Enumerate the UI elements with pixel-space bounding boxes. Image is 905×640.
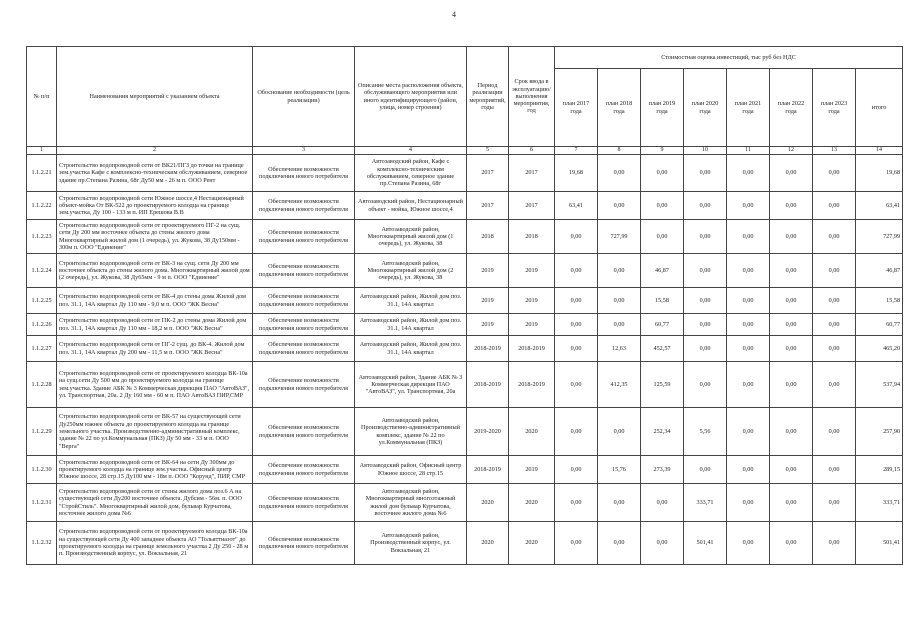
row-year-value: 0,00 xyxy=(813,522,856,565)
header-year: итого xyxy=(856,69,903,147)
row-total: 537,94 xyxy=(856,362,903,408)
row-year-value: 0,00 xyxy=(770,155,813,192)
row-place: Автозаводский район, Офисный центр Южное шоссе, 28 стр.15 xyxy=(355,456,467,484)
row-period: 2018 xyxy=(467,220,509,254)
row-year-value: 0,00 xyxy=(555,456,598,484)
row-number: 1.1.2.32 xyxy=(27,522,57,565)
row-year-value: 0,00 xyxy=(813,408,856,456)
header-place: Описание места расположения объекта, обслуживающего мероприятия или иного идентифицирующего (район, улица, номер строения) xyxy=(355,47,467,147)
row-year-value: 0,00 xyxy=(555,288,598,314)
investment-table xyxy=(26,46,903,565)
header-cost-group: Стоимостная оценка инвестиций, тыс руб без НДС xyxy=(555,47,903,69)
row-need: Обеспечение возможности подключения нового потребителя xyxy=(253,155,355,192)
column-number: 11 xyxy=(727,147,770,155)
row-name: Строительство водопроводной сети от проектируемого колодца ВК-10а на существующей сети Ду 400 западнее объекта АО "Тольяттиазот" до проектируемого колодца на границе земельного участка 2 Ду 250 - 28 м п. Производственный корпус, ул. Вокзальная, 21 xyxy=(57,522,253,565)
row-year-value: 0,00 xyxy=(555,220,598,254)
row-year-value: 0,00 xyxy=(813,484,856,522)
row-period: 2018-2019 xyxy=(467,456,509,484)
row-need: Обеспечение возможности подключения нового потребителя xyxy=(253,522,355,565)
row-year-value: 0,00 xyxy=(727,192,770,220)
row-year-value: 0,00 xyxy=(555,484,598,522)
row-year-value: 0,00 xyxy=(770,456,813,484)
row-need: Обеспечение возможности подключения нового потребителя xyxy=(253,288,355,314)
row-year-value: 0,00 xyxy=(684,254,727,288)
column-number: 13 xyxy=(813,147,856,155)
row-year-value: 0,00 xyxy=(813,192,856,220)
row-year-value: 0,00 xyxy=(555,314,598,336)
row-period: 2018-2019 xyxy=(467,362,509,408)
row-period: 2019 xyxy=(467,254,509,288)
row-place: Автозаводский район, Жилой дом поз. 31.1, 14А квартал xyxy=(355,336,467,362)
row-period: 2019-2020 xyxy=(467,408,509,456)
column-number: 3 xyxy=(253,147,355,155)
row-year-value: 0,00 xyxy=(641,522,684,565)
row-year-value: 0,00 xyxy=(641,192,684,220)
row-period: 2017 xyxy=(467,155,509,192)
row-period: 2019 xyxy=(467,314,509,336)
column-number: 14 xyxy=(856,147,903,155)
row-year-value: 0,00 xyxy=(598,522,641,565)
row-name: Строительство водопроводной сети от ВК-4 до стены дома Жилой дом поз. 31.1, 14А квартал Ду 110 мм - 9,0 м п. ООО "ЖК Весна" xyxy=(57,288,253,314)
row-period: 2020 xyxy=(467,484,509,522)
row-number: 1.1.2.30 xyxy=(27,456,57,484)
row-year-value: 46,87 xyxy=(641,254,684,288)
row-year-value: 0,00 xyxy=(727,288,770,314)
header-year: план 2023 года xyxy=(813,69,856,147)
row-need: Обеспечение возможности подключения нового потребителя xyxy=(253,408,355,456)
column-number: 1 xyxy=(27,147,57,155)
row-year-value: 0,00 xyxy=(684,336,727,362)
table-row xyxy=(27,456,903,484)
table-row xyxy=(27,254,903,288)
row-year-value: 0,00 xyxy=(598,254,641,288)
row-year-value: 0,00 xyxy=(598,314,641,336)
row-total: 333,71 xyxy=(856,484,903,522)
row-year-value: 452,57 xyxy=(641,336,684,362)
row-year-value: 273,39 xyxy=(641,456,684,484)
row-place: Автозаводский район, Здание АБК № 3 Коммерческая дирекция ПАО "АвтоВАЗ", ул. Транспортная, 20а xyxy=(355,362,467,408)
row-place: Автозаводский район, Многоквартирный многоэтажный жилой дом бульвар Курчатова, восточнее жилого дома №6 xyxy=(355,484,467,522)
row-commission: 2018-2019 xyxy=(509,362,555,408)
row-total: 501,41 xyxy=(856,522,903,565)
row-year-value: 0,00 xyxy=(598,155,641,192)
row-year-value: 0,00 xyxy=(598,408,641,456)
row-total: 60,77 xyxy=(856,314,903,336)
row-year-value: 0,00 xyxy=(727,484,770,522)
row-year-value: 0,00 xyxy=(555,254,598,288)
row-total: 46,87 xyxy=(856,254,903,288)
row-year-value: 5,56 xyxy=(684,408,727,456)
row-total: 257,90 xyxy=(856,408,903,456)
table-row xyxy=(27,288,903,314)
header-year: план 2017 года xyxy=(555,69,598,147)
row-year-value: 252,34 xyxy=(641,408,684,456)
row-number: 1.1.2.26 xyxy=(27,314,57,336)
table-row xyxy=(27,484,903,522)
row-period: 2019 xyxy=(467,288,509,314)
header-year: план 2018 года xyxy=(598,69,641,147)
row-place: Автозаводский район, Кафе с комплексно-техническим обслуживанием, северное здание пр.Степана Разина, 68г xyxy=(355,155,467,192)
column-number: 7 xyxy=(555,147,598,155)
row-year-value: 0,00 xyxy=(727,522,770,565)
header-year: план 2019 года xyxy=(641,69,684,147)
row-place: Автозаводский район, Производственно-административный комплекс, здание № 22 по ул.Коммунальная (ПКЗ) xyxy=(355,408,467,456)
row-number: 1.1.2.27 xyxy=(27,336,57,362)
row-year-value: 0,00 xyxy=(727,362,770,408)
row-year-value: 0,00 xyxy=(641,220,684,254)
row-year-value: 19,68 xyxy=(555,155,598,192)
row-year-value: 0,00 xyxy=(813,362,856,408)
row-place: Автозаводский район, Жилой дом поз. 31.1, 14А квартал xyxy=(355,288,467,314)
row-year-value: 0,00 xyxy=(684,314,727,336)
header-no: № п/п xyxy=(27,47,57,147)
row-name: Строительство водопроводной сети от проектируемого колодца ВК-10а на сущ.сети Ду 500 мм до проектируемого колодца на границе зем.участка. Здание АБК № 3 Коммерческая дирекция ПАО "АвтоВАЗ", ул. Транспортная, 20а. 2 Ду 160 мм - 60 м п. ПАО АвтоВАЗ ПИР,СМР xyxy=(57,362,253,408)
row-name: Строительство водопроводной сети от стены жилого дома поз.6 А на существующей сети Ду200 восточнее объекта. Дубсим - 56м. п. ООО "СтройСтиль". Многоквартирный жилой дом, бульвар Курчатова, восточнее жилого дома №6 xyxy=(57,484,253,522)
row-place: Автозаводский район, Многоквартирный жилой дом (2 очередь), ул. Жукова, 38 xyxy=(355,254,467,288)
row-year-value: 0,00 xyxy=(813,314,856,336)
row-year-value: 0,00 xyxy=(641,155,684,192)
row-number: 1.1.2.31 xyxy=(27,484,57,522)
row-need: Обеспечение возможности подключения нового потребителя xyxy=(253,484,355,522)
row-commission: 2019 xyxy=(509,288,555,314)
row-year-value: 63,41 xyxy=(555,192,598,220)
row-need: Обеспечение возможности подключения нового потребителя xyxy=(253,314,355,336)
row-year-value: 0,00 xyxy=(598,288,641,314)
column-number: 6 xyxy=(509,147,555,155)
row-number: 1.1.2.29 xyxy=(27,408,57,456)
row-year-value: 0,00 xyxy=(813,456,856,484)
column-number: 12 xyxy=(770,147,813,155)
row-year-value: 0,00 xyxy=(770,336,813,362)
column-number: 10 xyxy=(684,147,727,155)
row-commission: 2018 xyxy=(509,220,555,254)
row-need: Обеспечение возможности подключения нового потребителя xyxy=(253,362,355,408)
row-place: Автозаводский район, Производственный корпус, ул. Вокзальная, 21 xyxy=(355,522,467,565)
row-year-value: 0,00 xyxy=(813,336,856,362)
row-commission: 2019 xyxy=(509,456,555,484)
row-year-value: 0,00 xyxy=(598,484,641,522)
row-year-value: 0,00 xyxy=(727,456,770,484)
table-row xyxy=(27,336,903,362)
column-number: 9 xyxy=(641,147,684,155)
row-year-value: 0,00 xyxy=(813,254,856,288)
row-place: Автозаводский район, Нестационарный объект - мойка, Южное шоссе,4 xyxy=(355,192,467,220)
header-year: план 2021 года xyxy=(727,69,770,147)
row-year-value: 0,00 xyxy=(641,484,684,522)
row-year-value: 0,00 xyxy=(770,192,813,220)
column-number: 5 xyxy=(467,147,509,155)
row-name: Строительство водопроводной сети от проектируемого ПГ-2 на сущ. сети Ду 200 мм восточнее объекта до стены жилого дома Многоквартирный жилой дом (1 очередь), ул. Жукова, 38 Ду150мм - 300м п. ООО "Единение" xyxy=(57,220,253,254)
table-row xyxy=(27,522,903,565)
row-year-value: 12,63 xyxy=(598,336,641,362)
row-total: 19,68 xyxy=(856,155,903,192)
row-name: Строительство водопроводной сети от ПК-2 до стены дома Жилой дом поз. 31.1, 14А квартал Ду 110 мм - 18,2 м п. ООО "ЖК Весна" xyxy=(57,314,253,336)
table-row xyxy=(27,314,903,336)
row-year-value: 60,77 xyxy=(641,314,684,336)
header-year: план 2020 года xyxy=(684,69,727,147)
row-year-value: 727,99 xyxy=(598,220,641,254)
table-row xyxy=(27,220,903,254)
row-year-value: 0,00 xyxy=(555,408,598,456)
row-year-value: 125,59 xyxy=(641,362,684,408)
table-row xyxy=(27,192,903,220)
row-commission: 2017 xyxy=(509,192,555,220)
row-need: Обеспечение возможности подключения нового потребителя xyxy=(253,456,355,484)
row-total: 63,41 xyxy=(856,192,903,220)
row-year-value: 333,71 xyxy=(684,484,727,522)
row-name: Строительство водопроводной сети Южное шоссе,4 Нестационарный объект-мойка От ВК-522 до проектируемого колодца на границе зем.участка, Ду 100 - 133 м п. ИП Ерешова В.В xyxy=(57,192,253,220)
row-total: 727,99 xyxy=(856,220,903,254)
row-year-value: 501,41 xyxy=(684,522,727,565)
row-year-value: 0,00 xyxy=(770,362,813,408)
row-commission: 2018-2019 xyxy=(509,336,555,362)
row-year-value: 0,00 xyxy=(555,522,598,565)
row-year-value: 0,00 xyxy=(770,288,813,314)
table-row xyxy=(27,362,903,408)
row-year-value: 0,00 xyxy=(684,456,727,484)
row-number: 1.1.2.23 xyxy=(27,220,57,254)
row-year-value: 15,76 xyxy=(598,456,641,484)
row-year-value: 0,00 xyxy=(727,408,770,456)
row-name: Строительство водопроводной сети от ВК21/ПГ3 до точки на границе зем.участка Кафе с комплексно-техническим обслуживанием, северное здание пр.Степана Разина, 68г Ду50 мм - 26 м п. ООО Рент xyxy=(57,155,253,192)
row-year-value: 0,00 xyxy=(684,155,727,192)
row-year-value: 412,35 xyxy=(598,362,641,408)
row-need: Обеспечение возможности подключения нового потребителя xyxy=(253,254,355,288)
row-year-value: 0,00 xyxy=(684,288,727,314)
row-commission: 2020 xyxy=(509,522,555,565)
header-year: план 2022 года xyxy=(770,69,813,147)
row-year-value: 0,00 xyxy=(770,522,813,565)
row-period: 2018-2019 xyxy=(467,336,509,362)
column-number: 4 xyxy=(355,147,467,155)
row-number: 1.1.2.22 xyxy=(27,192,57,220)
row-place: Автозаводский район, Жилой дом поз. 31.1, 14А квартал xyxy=(355,314,467,336)
row-total: 465,20 xyxy=(856,336,903,362)
row-place: Автозаводский район, Многоквартирный жилой дом (1 очередь), ул. Жукова, 38 xyxy=(355,220,467,254)
row-year-value: 0,00 xyxy=(727,314,770,336)
row-commission: 2017 xyxy=(509,155,555,192)
row-year-value: 15,58 xyxy=(641,288,684,314)
page-number: 4 xyxy=(452,10,456,19)
row-commission: 2020 xyxy=(509,484,555,522)
row-need: Обеспечение возможности подключения нового потребителя xyxy=(253,336,355,362)
row-year-value: 0,00 xyxy=(727,254,770,288)
row-year-value: 0,00 xyxy=(813,220,856,254)
row-name: Строительство водопроводной сети от ВК-3 на сущ. сети Ду 200 мм восточнее объекта до стены жилого дома. Многоквартирный жилой дом (2 очередь), ул. Жукова, 38 Ду65мм - 9 м п. ООО "Единение" xyxy=(57,254,253,288)
table-row xyxy=(27,155,903,192)
row-need: Обеспечение возможности подключения нового потребителя xyxy=(253,192,355,220)
row-year-value: 0,00 xyxy=(727,336,770,362)
row-year-value: 0,00 xyxy=(684,362,727,408)
row-commission: 2019 xyxy=(509,314,555,336)
row-year-value: 0,00 xyxy=(555,362,598,408)
row-year-value: 0,00 xyxy=(770,314,813,336)
row-year-value: 0,00 xyxy=(555,336,598,362)
row-year-value: 0,00 xyxy=(684,192,727,220)
column-number: 8 xyxy=(598,147,641,155)
header-name: Наименования мероприятий с указанием объекта xyxy=(57,47,253,147)
header-commission: Срок ввода в эксплуатацию/ выполнения мероприятия, год xyxy=(509,47,555,147)
row-commission: 2020 xyxy=(509,408,555,456)
row-name: Строительство водопроводной сети от ВК-57 на существующей сети Ду250мм южнее объекта до проектируемого колодца на границе земельного участка. Производственно-административный комплекс, здание № 22 по ул.Коммунальная (ПКЗ) Ду 50 мм - 33 м п. ООО "Верга" xyxy=(57,408,253,456)
header-period: Период реализации мероприятий, годы xyxy=(467,47,509,147)
row-year-value: 0,00 xyxy=(770,484,813,522)
column-number: 2 xyxy=(57,147,253,155)
row-commission: 2019 xyxy=(509,254,555,288)
row-total: 15,58 xyxy=(856,288,903,314)
row-year-value: 0,00 xyxy=(813,288,856,314)
row-year-value: 0,00 xyxy=(598,192,641,220)
row-year-value: 0,00 xyxy=(727,220,770,254)
row-year-value: 0,00 xyxy=(770,254,813,288)
row-year-value: 0,00 xyxy=(727,155,770,192)
row-period: 2017 xyxy=(467,192,509,220)
header-need: Обоснование необходимости (цель реализации) xyxy=(253,47,355,147)
row-year-value: 0,00 xyxy=(684,220,727,254)
row-number: 1.1.2.25 xyxy=(27,288,57,314)
row-name: Строительство водопроводной сети от ВК-64 на сети Ду 300мм до проектируемого колодца на границе зем.участка. Офисный центр Южное шоссе, 28 стр.15 Ду100 мм - 18м п. ООО "Корунд", ПИР, СМР xyxy=(57,456,253,484)
row-number: 1.1.2.24 xyxy=(27,254,57,288)
row-year-value: 0,00 xyxy=(813,155,856,192)
row-number: 1.1.2.28 xyxy=(27,362,57,408)
row-number: 1.1.2.21 xyxy=(27,155,57,192)
row-year-value: 0,00 xyxy=(770,408,813,456)
table-row xyxy=(27,408,903,456)
row-year-value: 0,00 xyxy=(770,220,813,254)
row-name: Строительство водопроводной сети от ПГ-2 сущ. до ВК-4. Жилой дом поз. 31.1, 14А квартал Ду 200 мм - 11,5 м п. ООО "ЖК Весна" xyxy=(57,336,253,362)
row-total: 289,15 xyxy=(856,456,903,484)
row-period: 2020 xyxy=(467,522,509,565)
row-need: Обеспечение возможности подключения нового потребителя xyxy=(253,220,355,254)
